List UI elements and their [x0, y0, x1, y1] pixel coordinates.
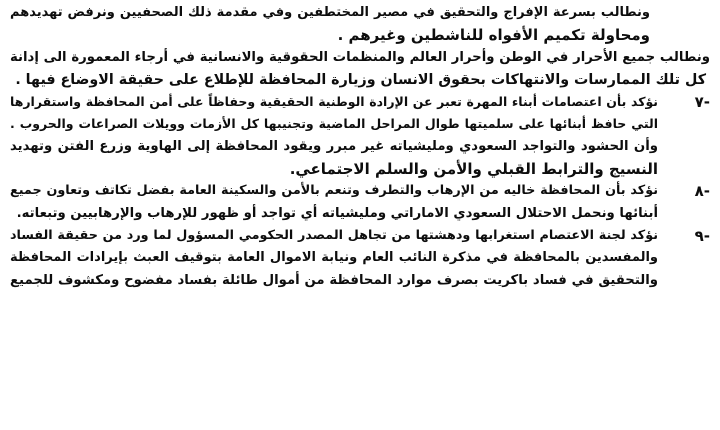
text-line: والمفسدين بالمحافظة في مذكرة النائب العام ونيابة الاموال العامة بتوقيف العبث بإيرادات المحافظة [10, 250, 658, 266]
text-line: كل تلك الممارسات والانتهاكات بحقوق الانسان وزيارة المحافظة للإطلاع على حقيقة الاوضاع فيها . [15, 71, 706, 88]
statement-body [10, 2, 710, 292]
text-line: أبنائها ونحمل الاحتلال السعودي الاماراتي ومليشياته أي تواجد أو ظهور للإرهاب والإرهابيين وتبعاته. [16, 205, 658, 221]
text-line: ونطالب جميع الأحرار في الوطن وأحرار العالم والمنظمات الحقوقية والانسانية في أرجاء المعمورة الى إدانة [10, 49, 710, 65]
item-number: -٧ [694, 93, 710, 112]
item-number: -٩ [694, 226, 710, 245]
text-line: التي حافظ أبنائها على سلميتها طوال المراحل الماضية وتجنيبها كل الأزمات وويلات الصراعات والحروب . [10, 116, 658, 132]
numbered-item-8 [10, 180, 710, 225]
text-line: نؤكد بأن المحافظة خاليه من الإرهاب والتطرف وتنعم بالأمن والسكينة العامة بفضل تكاتف وتعاون جميع [10, 183, 658, 199]
text-line: والتحقيق في فساد باكريت بصرف موارد المحافظة من أموال طائلة بفساد مفضوح ومكشوف للجميع [10, 272, 658, 288]
text-line: وأن الحشود والتواجد السعودي ومليشياته غير مبرر ويقود المحافظة إلى الهاوية وزرع الفتن وتهديد [10, 138, 658, 154]
text-line: النسيج والترابط القبلي والأمن والسلم الاجتماعي. [289, 160, 658, 179]
text-line: نؤكد لجنة الاعتصام استغرابها ودهشتها من تجاهل المصدر الحكومي المسؤول لما ورد من حقيقة الفساد [10, 227, 658, 243]
numbered-item-7 [10, 91, 710, 180]
text-line: ومحاولة تكميم الأفواه للناشطين وغيرهم . [337, 26, 650, 45]
paragraph-release [10, 2, 710, 47]
paragraph-appeal [10, 47, 710, 92]
text-line: ونطالب بسرعة الإفراج والتحقيق في مصير المختطفين وفي مقدمة ذلك الصحفيين ونرفض تهديدهم [10, 5, 650, 20]
numbered-item-9 [10, 225, 710, 292]
text-line: نؤكد بأن اعتصامات أبناء المهرة تعبر عن الإرادة الوطنية الحقيقية وحفاظاً على أمن المحافظة واستقرارها [10, 94, 658, 110]
item-number: -٨ [694, 182, 710, 201]
